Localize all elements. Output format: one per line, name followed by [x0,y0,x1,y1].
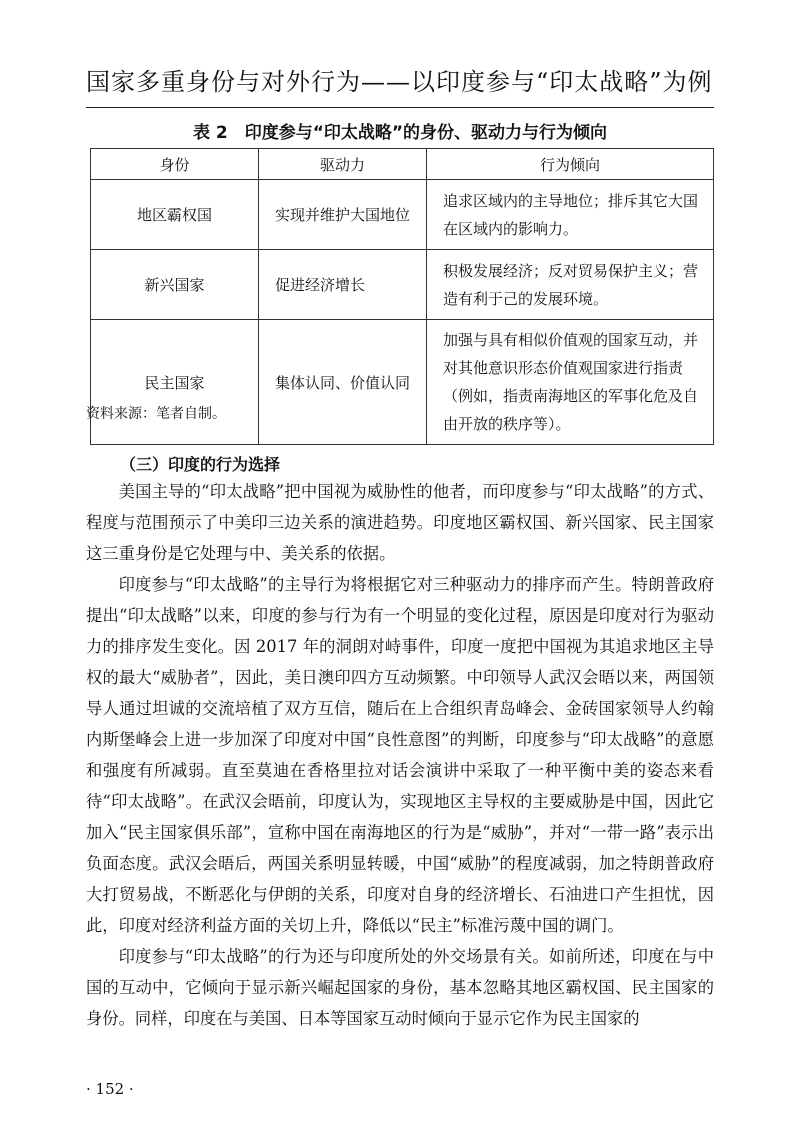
table-row [91,250,714,320]
table-row [91,320,714,445]
identity-driver-behavior-table [90,148,714,445]
cell-behavior: 积极发展经济；反对贸易保护主义；营造有利于己的发展环境。 [427,250,714,320]
table-row [91,180,714,250]
body-text [86,476,714,1034]
cell-identity: 地区霸权国 [91,180,259,250]
table-caption: 表 2 印度参与“印太战略”的身份、驱动力与行为倾向 [192,123,608,143]
section-heading: （三）印度的行为选择 [120,455,281,474]
cell-driver: 集体认同、价值认同 [259,320,427,445]
column-header-driver: 驱动力 [259,149,427,180]
cell-driver: 实现并维护大国地位 [259,180,427,250]
cell-behavior: 加强与具有相似价值观的国家互动，并对其他意识形态价值观国家进行指责（例如，指责南海地区的军事化危及自由开放的秩序等）。 [427,320,714,445]
cell-driver: 促进经济增长 [259,250,427,320]
paragraph: 印度参与“印太战略”的主导行为将根据它对三种驱动力的排序而产生。特朗普政府提出“印太战略”以来，印度的参与行为有一个明显的变化过程，原因是印度对行为驱动力的排序发生变化。因 2017 年的洞朗对峙事件，印度一度把中国视为其追求地区主导权的最大“威胁者”，因此，美日澳印四方互动频繁。中印领导人武汉会晤以来，两国领导人通过坦诚的交流培植了双方互信，随后在上合组织青岛峰会、金砖国家领导人约翰内斯堡峰会上进一步加深了印度对中国“良性意图”的判断，印度参与“印太战略”的意愿和强度有所减弱。直至莫迪在香格里拉对话会演讲中采取了一种平衡中美的姿态来看待“印太战略”。在武汉会晤前，印度认为，实现地区主导权的主要威胁是中国，因此它加入“民主国家俱乐部”，宣称中国在南海地区的行为是“威胁”，并对“一带一路”表示出负面态度。武汉会晤后，两国关系明显转暖，中国“威胁”的程度减弱，加之特朗普政府大打贸易战，不断恶化与伊朗的关系，印度对自身的经济增长、石油进口产生担忧，因此，印度对经济利益方面的关切上升，降低以“民主”标准污蔑中国的调门。 [86,575,714,935]
paragraph: 美国主导的“印太战略”把中国视为威胁性的他者，而印度参与“印太战略”的方式、程度与范围预示了中美印三边关系的演进趋势。印度地区霸权国、新兴国家、民主国家这三重身份是它处理与中、美关系的依据。 [86,482,714,563]
column-header-identity: 身份 [91,149,259,180]
header-rule [86,107,714,108]
cell-behavior: 追求区域内的主导地位；排斥其它大国在区域内的影响力。 [427,180,714,250]
cell-identity: 新兴国家 [91,250,259,320]
page-number: · 152 · [86,1080,134,1098]
table-source-note: 资料来源：笔者自制。 [86,406,226,422]
table-header-row [91,149,714,180]
column-header-behavior: 行为倾向 [427,149,714,180]
paragraph: 印度参与“印太战略”的行为还与印度所处的外交场景有关。如前所述，印度在与中国的互动中，它倾向于显示新兴崛起国家的身份，基本忽略其地区霸权国、民主国家的身份。同样，印度在与美国、日本等国家互动时倾向于显示它作为民主国家的 [86,947,714,1028]
cell-identity: 民主国家 [91,320,259,445]
running-header: 国家多重身份与对外行为——以印度参与“印太战略”为例 [86,68,713,96]
